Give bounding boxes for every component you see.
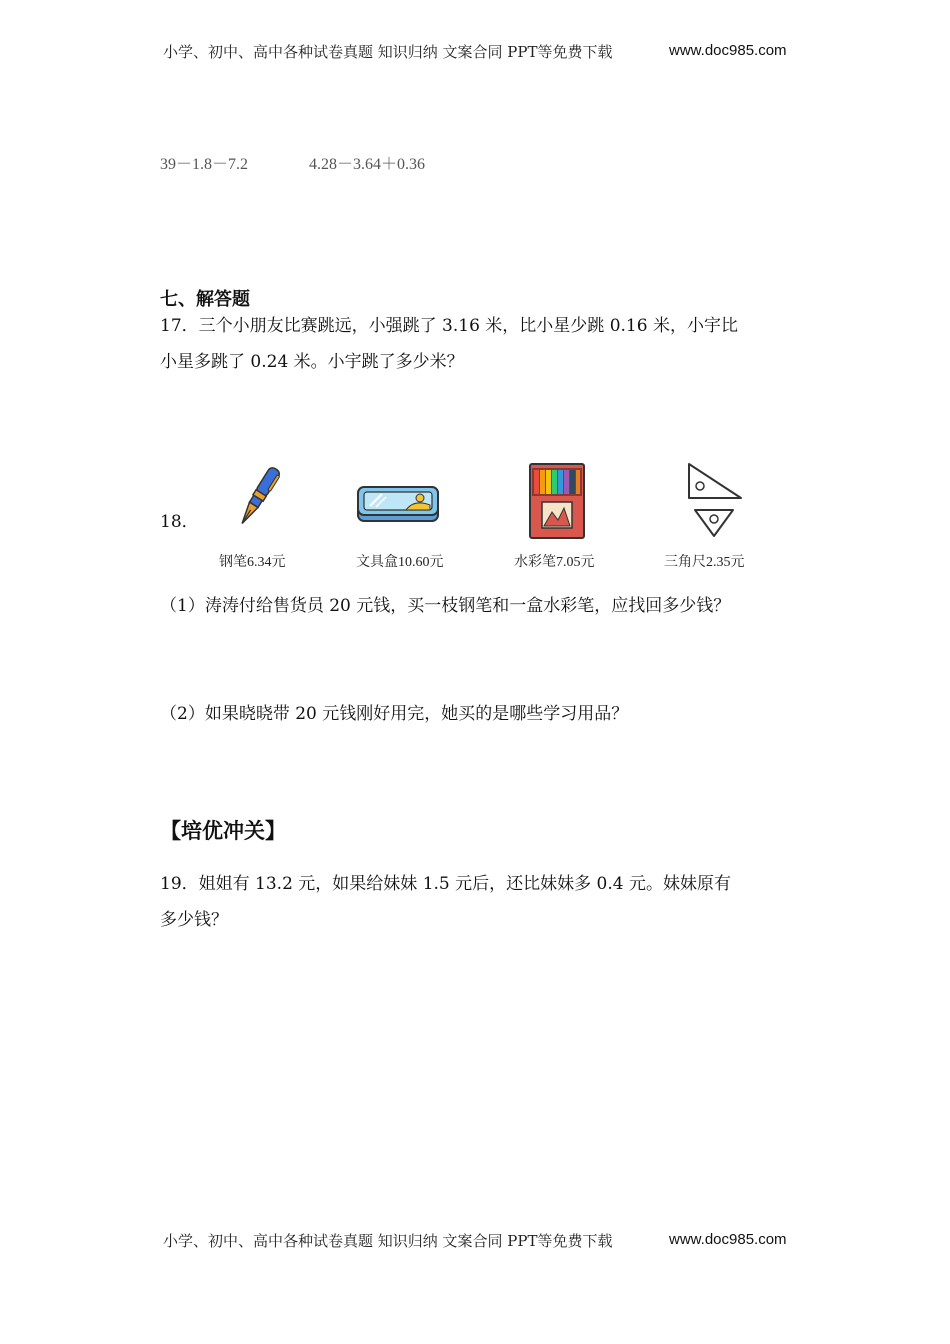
item-unit: 元: [429, 553, 444, 569]
item-name: 文具盒: [356, 553, 398, 569]
question-18-part-2: （2）如果晓晓带 20 元钱刚好用完，她买的是哪些学习用品？: [160, 704, 629, 724]
pencil-case-icon: [356, 483, 440, 525]
advanced-title: 【培优冲关】: [160, 819, 286, 843]
question-17-line-2: 小星多跳了 0.24 米。小宇跳了多少米？: [160, 352, 464, 372]
item-price: 2.35: [706, 555, 731, 570]
question-19-line-2: 多少钱？: [160, 910, 228, 930]
fountain-pen-icon: [234, 462, 282, 534]
expression-2: 4.28－3.64＋0.36: [309, 156, 426, 173]
item-unit: 元: [271, 553, 286, 569]
header-site: www.doc985.com: [669, 42, 787, 59]
item-caption-triangle-ruler: [664, 551, 745, 571]
footer-text: 小学、初中、高中各种试卷真题 知识归纳 文案合同 PPT等免费下载: [163, 1232, 613, 1250]
footer-site: www.doc985.com: [669, 1231, 787, 1248]
item-price: 10.60: [398, 555, 430, 570]
section-title: 七、解答题: [160, 289, 250, 310]
watercolor-pens-icon: [528, 462, 586, 540]
item-name: 钢笔: [219, 553, 247, 569]
item-name: 水彩笔: [514, 553, 556, 569]
triangle-ruler-icon: [685, 462, 745, 538]
item-caption-pen: [219, 551, 286, 571]
item-price: 7.05: [556, 555, 581, 570]
item-unit: 元: [580, 553, 595, 569]
item-caption-pencil-case: [356, 551, 444, 571]
question-17-line-1: 17．三个小朋友比赛跳远，小强跳了 3.16 米，比小星少跳 0.16 米，小宇比: [160, 316, 738, 336]
question-19-line-1: 19．姐姐有 13.2 元，如果给妹妹 1.5 元后，还比妹妹多 0.4 元。妹妹原有: [160, 874, 731, 894]
item-unit: 元: [730, 553, 745, 569]
question-18-part-1: （1）涛涛付给售货员 20 元钱，买一枝钢笔和一盒水彩笔，应找回多少钱？: [160, 596, 731, 616]
header-text: 小学、初中、高中各种试卷真题 知识归纳 文案合同 PPT等免费下载: [163, 43, 613, 61]
question-18-number: 18．: [160, 512, 199, 532]
item-caption-watercolor-pens: [514, 551, 595, 571]
item-name: 三角尺: [664, 553, 706, 569]
item-price: 6.34: [247, 555, 272, 570]
expression-1: 39－1.8－7.2: [160, 156, 249, 173]
